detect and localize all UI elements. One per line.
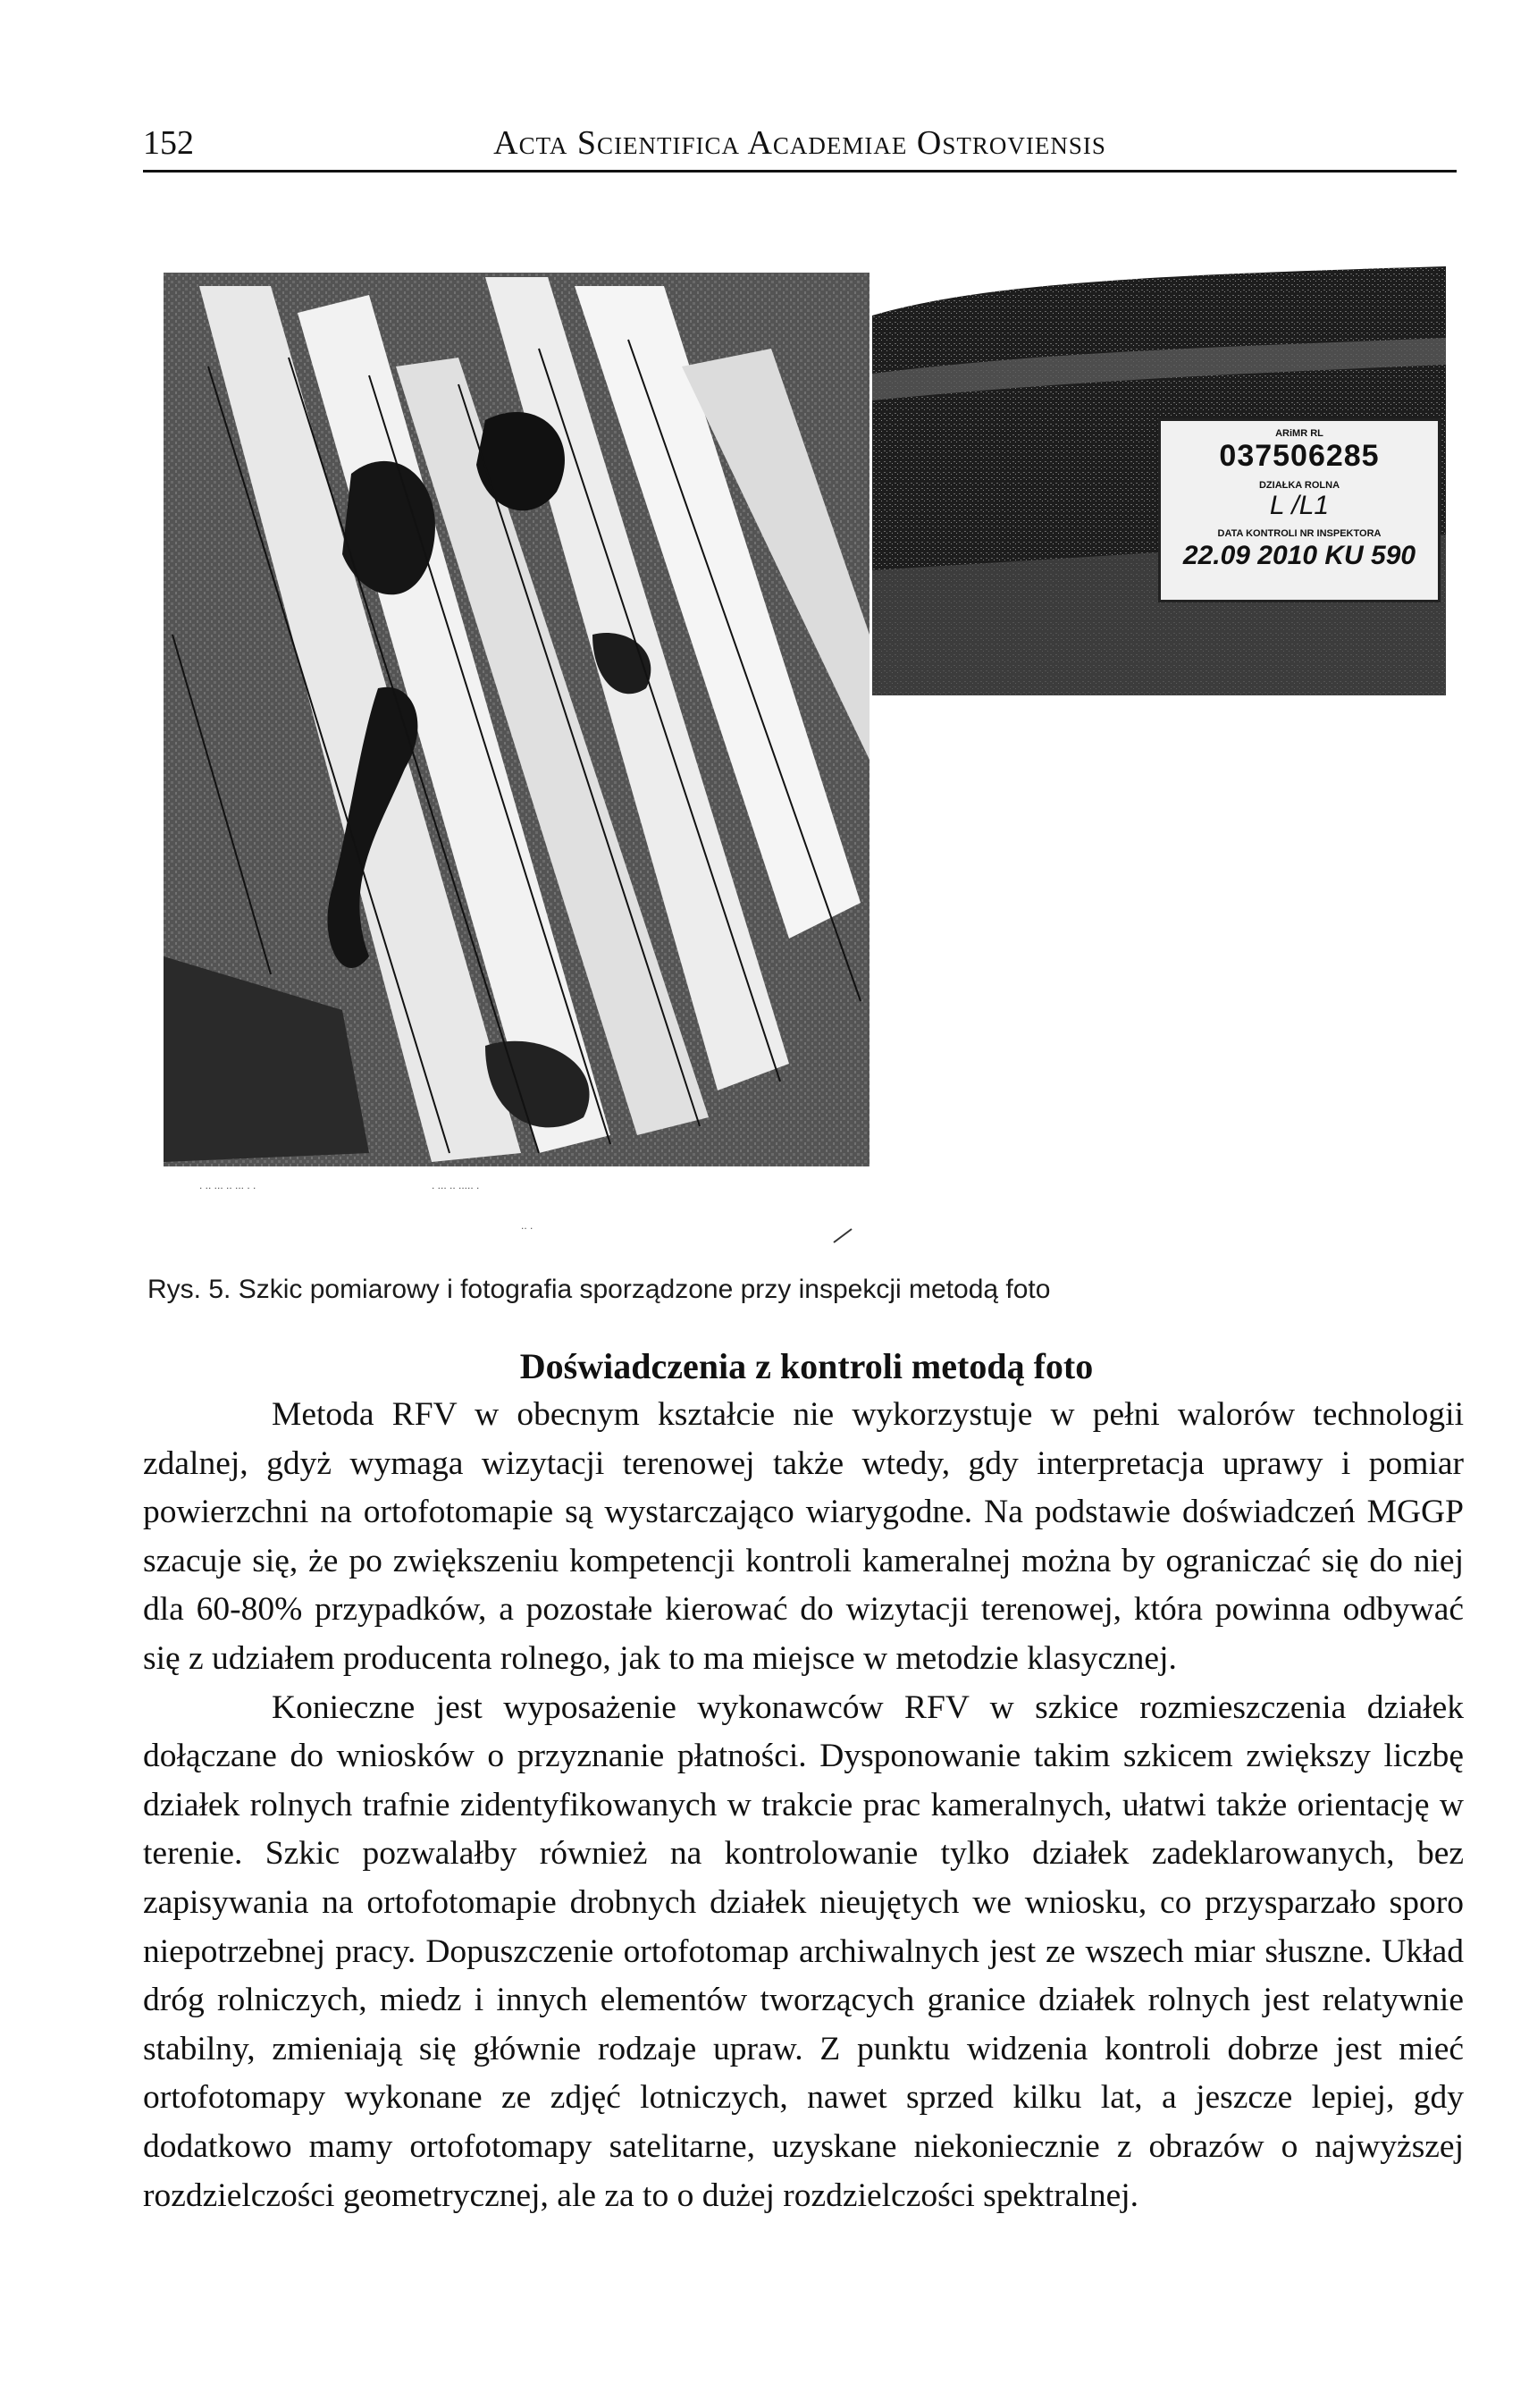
page-header [143, 116, 1457, 173]
svg-text:.. .: .. . [521, 1219, 533, 1232]
svg-text:. .. ... .. ... . .: . .. ... .. ... . . [199, 1179, 256, 1191]
paragraph-2: Konieczne jest wyposażenie wykonawców RFV w szkice rozmieszczenia działek dołączane do wniosków o przyznanie płatności. Dysponowanie takim szkicem zwiększy liczbę działek rolnych trafnie zidentyfikowanych w trakcie prac kameralnych, ułatwi także orientację w terenie. Szkic pozwalałby również na kontrolowanie tylko działek zadeklarowanych, bez zapisywania na ortofotomapie drobnych działek nieujętych we wniosku, co przysparzało sporo niepotrzebnej pracy. Dopuszczenie ortofotomap archiwalnych jest ze wszech miar słuszne. Układ dróg rolniczych, miedz i innych elementów tworzących granice działek rolnych jest relatywnie stabilny, zmieniają się głównie rodzaje upraw. Z punktu widzenia kontroli dobrze jest mieć ortofotomapy wykonane ze zdjęć lotniczych, nawet sprzed kilku lat, a jeszcze lepiej, gdy dodatkowo mamy ortofotomapy satelitarne, uzyskane niekoniecznie z obrazów o najwyższej rozdzielczości geometrycznej, ale za to o dużej rozdzielczości spektralnej. [143, 1688, 1464, 2214]
inspection-date: 22.09 2010 KU 590 [1182, 541, 1416, 570]
page-number: 152 [143, 124, 194, 162]
label-small-line-1: ARiMR RL [1275, 428, 1323, 439]
label-small-line-2: DZIAŁKA ROLNA [1258, 480, 1340, 491]
parcel-id: 037506285 [1219, 439, 1380, 473]
svg-text:. ... .. ..... .: . ... .. ..... . [432, 1179, 480, 1191]
section-heading: Doświadczenia z kontroli metodą foto [519, 1346, 1094, 1386]
parcel-code: L /L1 [1269, 491, 1330, 520]
figure [164, 259, 1468, 1251]
figure-caption: Rys. 5. Szkic pomiarowy i fotografia sporządzone przy inspekcji metodą foto [147, 1275, 1051, 1304]
label-small-line-3: DATA KONTROLI NR INSPEKTORA [1217, 528, 1382, 539]
running-title: Acta Scientifica Academiae Ostroviensis [493, 124, 1106, 162]
paragraph-1: Metoda RFV w obecnym kształcie nie wykorzystuje w pełni walorów technologii zdalnej, gdyż wymaga wizytacji terenowej także wtedy, gdy interpretacja uprawy i pomiar powierzchni na ortofotomapie są wystarczająco wiarygodne. Na podstawie doświadczeń MGGP szacuje się, że po zwiększeniu kompetencji kontroli kameralnej można by ograniczać się do niej dla 60-80% przypadków, a pozostałe kierować do wizytacji terenowej, która powinna odbywać się z udziałem producenta rolnego, jak to ma miejsce w metodzie klasycznej. [143, 1396, 1464, 1677]
measurement-sketch [164, 259, 878, 1251]
body-text [143, 1391, 1464, 2220]
field-photo [872, 266, 1446, 695]
field-label-card [1158, 418, 1441, 602]
